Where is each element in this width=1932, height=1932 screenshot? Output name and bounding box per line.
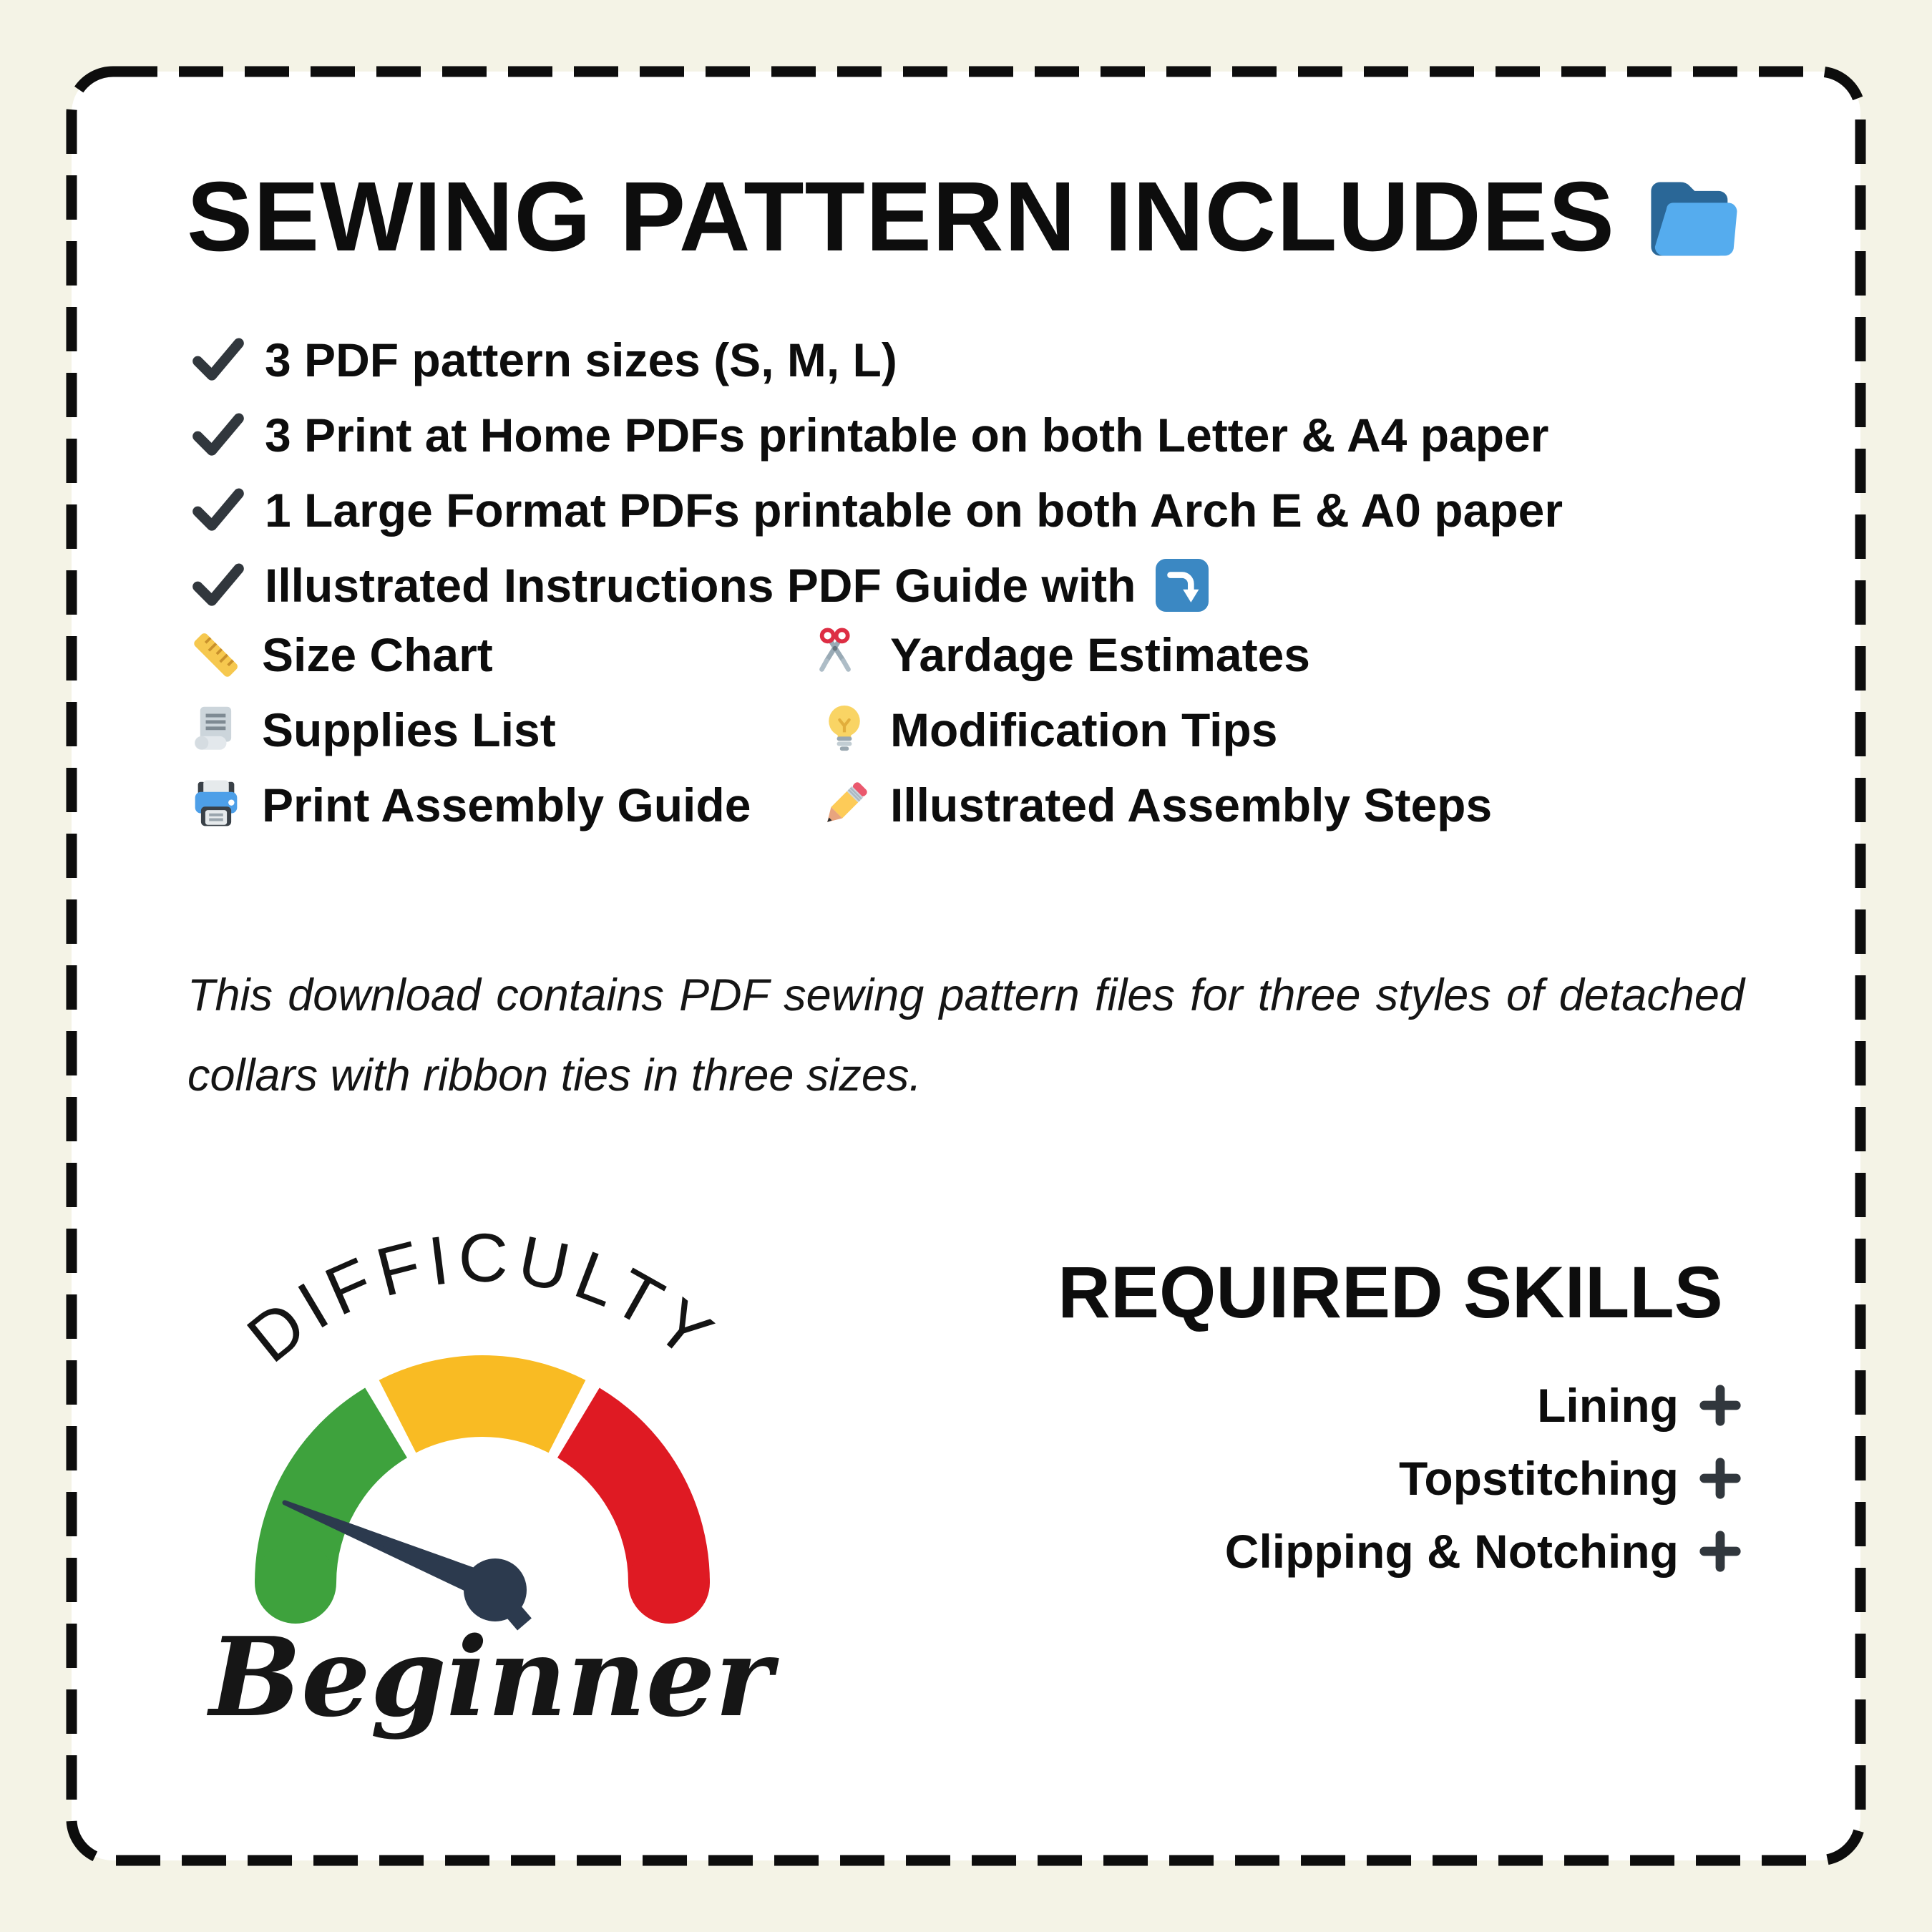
feature-item bbox=[187, 692, 816, 767]
checklist-item bbox=[187, 397, 1563, 472]
pencil-icon bbox=[816, 776, 873, 834]
difficulty-level: Beginner bbox=[209, 1613, 773, 1741]
feature-item bbox=[816, 617, 1762, 692]
skill-text: Clipping & Notching bbox=[1224, 1525, 1679, 1578]
arrow-curving-down-icon bbox=[1156, 559, 1209, 612]
title-row bbox=[72, 156, 1860, 278]
plus-icon bbox=[1697, 1455, 1743, 1501]
feature-grid bbox=[187, 617, 1762, 842]
skills-heading: REQUIRED SKILLS bbox=[1058, 1252, 1723, 1333]
page-title: SEWING PATTERN INCLUDES bbox=[187, 161, 1615, 272]
feature-item bbox=[816, 692, 1762, 767]
difficulty-label: DIFFICULTY bbox=[233, 1219, 732, 1377]
printer-icon bbox=[187, 776, 245, 834]
feature-item bbox=[816, 767, 1762, 842]
checklist-item bbox=[187, 322, 1563, 397]
plus-icon bbox=[1697, 1528, 1743, 1574]
feature-item bbox=[187, 767, 816, 842]
feature-item bbox=[187, 617, 816, 692]
feature-text: Modification Tips bbox=[890, 703, 1278, 756]
check-icon bbox=[187, 329, 249, 391]
checklist-text: 3 PDF pattern sizes (S, M, L) bbox=[265, 333, 897, 386]
lightbulb-icon bbox=[816, 701, 873, 758]
check-icon bbox=[187, 404, 249, 466]
skill-item bbox=[1038, 1442, 1743, 1515]
skill-item bbox=[1038, 1515, 1743, 1588]
checklist bbox=[187, 322, 1563, 623]
open-folder-icon bbox=[1639, 167, 1745, 273]
checklist-item bbox=[187, 472, 1563, 547]
feature-text: Size Chart bbox=[262, 628, 493, 681]
scissors-icon bbox=[816, 626, 873, 683]
skill-text: Topstitching bbox=[1398, 1452, 1679, 1505]
feature-text: Yardage Estimates bbox=[890, 628, 1310, 681]
feature-text: Supplies List bbox=[262, 703, 556, 756]
gauge-segment-intermediate bbox=[398, 1396, 567, 1416]
check-icon bbox=[187, 555, 249, 616]
check-icon bbox=[187, 479, 249, 541]
feature-text: Print Assembly Guide bbox=[262, 778, 751, 831]
checklist-text: Illustrated Instructions PDF Guide with bbox=[265, 558, 1136, 612]
description-paragraph: This download contains PDF sewing pattern files for three styles of detached collars with ribbon ties in three sizes. bbox=[187, 970, 1745, 1101]
plus-icon bbox=[1697, 1382, 1743, 1428]
ruler-icon bbox=[187, 626, 245, 683]
checklist-text: 3 Print at Home PDFs printable on both Letter & A4 paper bbox=[265, 408, 1549, 462]
skill-text: Lining bbox=[1537, 1379, 1679, 1432]
checklist-item bbox=[187, 547, 1563, 623]
difficulty-gauge bbox=[143, 1181, 1002, 1825]
skill-item bbox=[1038, 1369, 1743, 1442]
supplies-list-icon bbox=[187, 701, 245, 758]
required-skills bbox=[1038, 1251, 1743, 1588]
feature-text: Illustrated Assembly Steps bbox=[890, 778, 1493, 831]
checklist-text: 1 Large Format PDFs printable on both Arch E & A0 paper bbox=[265, 483, 1563, 537]
